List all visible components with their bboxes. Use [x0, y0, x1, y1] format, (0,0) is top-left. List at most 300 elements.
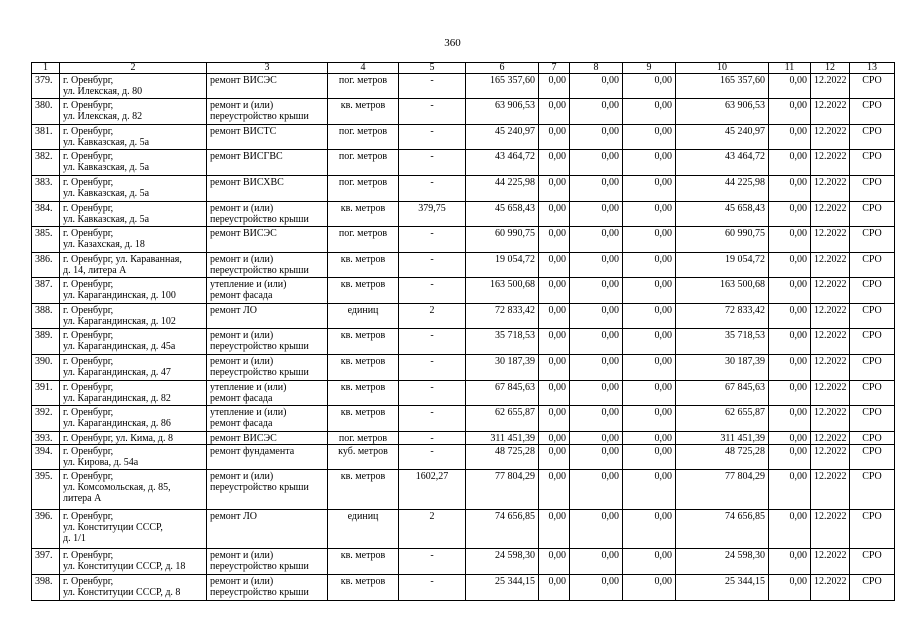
completion-date-cell: 12.2022	[811, 510, 850, 549]
address-cell	[60, 445, 207, 470]
table-row	[32, 445, 895, 470]
method-cell: СРО	[850, 74, 895, 99]
quantity-cell: -	[399, 329, 466, 355]
work-type-cell	[207, 304, 328, 329]
column-header: 11	[769, 63, 811, 74]
total-cost-cell: 77 804,29	[466, 470, 539, 510]
value-cell-col11: 0,00	[769, 432, 811, 445]
work-type-cell	[207, 150, 328, 176]
value-cell-col9: 0,00	[623, 304, 676, 329]
column-header: 9	[623, 63, 676, 74]
table-row	[32, 278, 895, 304]
quantity-cell: -	[399, 278, 466, 304]
quantity-cell: -	[399, 432, 466, 445]
value-cell-col7: 0,00	[539, 176, 570, 202]
total-cost-cell: 165 357,60	[466, 74, 539, 99]
quantity-cell: -	[399, 575, 466, 601]
value-cell-col10: 24 598,30	[676, 549, 769, 575]
value-cell-col7: 0,00	[539, 381, 570, 406]
value-cell-col9: 0,00	[623, 74, 676, 99]
completion-date-cell: 12.2022	[811, 227, 850, 253]
value-cell-col11: 0,00	[769, 227, 811, 253]
quantity-cell: 379,75	[399, 202, 466, 227]
total-cost-cell: 62 655,87	[466, 406, 539, 432]
completion-date-cell: 12.2022	[811, 432, 850, 445]
method-cell: СРО	[850, 253, 895, 278]
work-type-cell	[207, 445, 328, 470]
work-type-line: ремонт и (или)	[210, 550, 274, 561]
column-header: 13	[850, 63, 895, 74]
value-cell-col10: 35 718,53	[676, 329, 769, 355]
column-header: 6	[466, 63, 539, 74]
row-number-cell: 394.	[32, 445, 60, 470]
address-line: ул. Карагандинская, д. 82	[63, 393, 171, 404]
value-cell-col10: 30 187,39	[676, 355, 769, 381]
work-type-cell	[207, 510, 328, 549]
value-cell-col7: 0,00	[539, 549, 570, 575]
table-row	[32, 510, 895, 549]
address-cell	[60, 381, 207, 406]
value-cell-col11: 0,00	[769, 253, 811, 278]
work-type-cell	[207, 381, 328, 406]
value-cell-col7: 0,00	[539, 74, 570, 99]
work-type-cell	[207, 253, 328, 278]
address-line: ул. Карагандинская, д. 45а	[63, 341, 176, 352]
work-type-cell	[207, 74, 328, 99]
address-line: ул. Кавказская, д. 5а	[63, 188, 150, 199]
value-cell-col8: 0,00	[570, 150, 623, 176]
repair-schedule-table	[31, 62, 895, 601]
value-cell-col10: 74 656,85	[676, 510, 769, 549]
row-number-cell: 382.	[32, 150, 60, 176]
work-type-line: переустройство крыши	[210, 111, 309, 122]
work-type-cell	[207, 176, 328, 202]
row-number-cell: 392.	[32, 406, 60, 432]
method-cell: СРО	[850, 445, 895, 470]
work-type-cell	[207, 432, 328, 445]
value-cell-col7: 0,00	[539, 278, 570, 304]
address-line: д. 14, литера А	[63, 265, 127, 276]
value-cell-col10: 67 845,63	[676, 381, 769, 406]
value-cell-col9: 0,00	[623, 99, 676, 125]
value-cell-col7: 0,00	[539, 227, 570, 253]
work-type-line: ремонт и (или)	[210, 356, 274, 367]
unit-cell: кв. метров	[328, 549, 399, 575]
address-line: г. Оренбург,	[63, 576, 114, 587]
work-type-line: ремонт и (или)	[210, 576, 274, 587]
table-row	[32, 202, 895, 227]
table-row	[32, 304, 895, 329]
row-number-cell: 390.	[32, 355, 60, 381]
work-type-line: ремонт ВИСТС	[210, 126, 277, 137]
unit-cell: кв. метров	[328, 202, 399, 227]
total-cost-cell: 45 240,97	[466, 125, 539, 150]
work-type-cell	[207, 575, 328, 601]
completion-date-cell: 12.2022	[811, 74, 850, 99]
value-cell-col11: 0,00	[769, 74, 811, 99]
value-cell-col9: 0,00	[623, 278, 676, 304]
work-type-line: ремонт ЛО	[210, 305, 257, 316]
address-line: литера А	[63, 493, 102, 504]
address-cell	[60, 99, 207, 125]
total-cost-cell: 63 906,53	[466, 99, 539, 125]
value-cell-col10: 44 225,98	[676, 176, 769, 202]
value-cell-col10: 62 655,87	[676, 406, 769, 432]
unit-cell: пог. метров	[328, 176, 399, 202]
work-type-line: ремонт и (или)	[210, 330, 274, 341]
value-cell-col9: 0,00	[623, 253, 676, 278]
method-cell: СРО	[850, 406, 895, 432]
total-cost-cell: 163 500,68	[466, 278, 539, 304]
work-type-cell	[207, 549, 328, 575]
address-line: ул. Илекская, д. 80	[63, 86, 143, 97]
row-number-cell: 393.	[32, 432, 60, 445]
method-cell: СРО	[850, 329, 895, 355]
value-cell-col9: 0,00	[623, 575, 676, 601]
method-cell: СРО	[850, 470, 895, 510]
quantity-cell: -	[399, 253, 466, 278]
value-cell-col9: 0,00	[623, 227, 676, 253]
value-cell-col7: 0,00	[539, 355, 570, 381]
completion-date-cell: 12.2022	[811, 176, 850, 202]
value-cell-col11: 0,00	[769, 470, 811, 510]
value-cell-col8: 0,00	[570, 510, 623, 549]
total-cost-cell: 48 725,28	[466, 445, 539, 470]
value-cell-col8: 0,00	[570, 470, 623, 510]
method-cell: СРО	[850, 575, 895, 601]
value-cell-col10: 45 240,97	[676, 125, 769, 150]
unit-cell: пог. метров	[328, 125, 399, 150]
address-cell	[60, 355, 207, 381]
quantity-cell: -	[399, 355, 466, 381]
address-line: г. Оренбург,	[63, 126, 114, 137]
completion-date-cell: 12.2022	[811, 125, 850, 150]
address-line: ул. Кавказская, д. 5а	[63, 137, 150, 148]
quantity-cell: -	[399, 125, 466, 150]
value-cell-col8: 0,00	[570, 202, 623, 227]
quantity-cell: -	[399, 381, 466, 406]
value-cell-col10: 77 804,29	[676, 470, 769, 510]
table-row	[32, 176, 895, 202]
address-cell	[60, 176, 207, 202]
total-cost-cell: 30 187,39	[466, 355, 539, 381]
value-cell-col9: 0,00	[623, 202, 676, 227]
address-line: г. Оренбург,	[63, 100, 114, 111]
value-cell-col9: 0,00	[623, 150, 676, 176]
work-type-cell	[207, 278, 328, 304]
value-cell-col8: 0,00	[570, 549, 623, 575]
completion-date-cell: 12.2022	[811, 470, 850, 510]
value-cell-col7: 0,00	[539, 253, 570, 278]
work-type-cell	[207, 125, 328, 150]
completion-date-cell: 12.2022	[811, 329, 850, 355]
completion-date-cell: 12.2022	[811, 381, 850, 406]
unit-cell: кв. метров	[328, 381, 399, 406]
value-cell-col8: 0,00	[570, 304, 623, 329]
value-cell-col7: 0,00	[539, 575, 570, 601]
method-cell: СРО	[850, 304, 895, 329]
row-number-cell: 397.	[32, 549, 60, 575]
unit-cell: куб. метров	[328, 445, 399, 470]
unit-cell: пог. метров	[328, 74, 399, 99]
address-cell	[60, 253, 207, 278]
value-cell-col8: 0,00	[570, 74, 623, 99]
value-cell-col7: 0,00	[539, 510, 570, 549]
address-line: г. Оренбург,	[63, 75, 114, 86]
value-cell-col8: 0,00	[570, 575, 623, 601]
value-cell-col9: 0,00	[623, 470, 676, 510]
work-type-line: ремонт фасада	[210, 290, 273, 301]
column-header: 2	[60, 63, 207, 74]
address-line: ул. Кирова, д. 54а	[63, 457, 139, 468]
total-cost-cell: 45 658,43	[466, 202, 539, 227]
work-type-line: ремонт и (или)	[210, 471, 274, 482]
unit-cell: пог. метров	[328, 432, 399, 445]
address-line: ул. Карагандинская, д. 100	[63, 290, 176, 301]
completion-date-cell: 12.2022	[811, 575, 850, 601]
column-header: 1	[32, 63, 60, 74]
completion-date-cell: 12.2022	[811, 99, 850, 125]
address-cell	[60, 470, 207, 510]
address-line: ул. Казахская, д. 18	[63, 239, 145, 250]
column-header: 8	[570, 63, 623, 74]
value-cell-col7: 0,00	[539, 406, 570, 432]
method-cell: СРО	[850, 355, 895, 381]
value-cell-col9: 0,00	[623, 432, 676, 445]
unit-cell: пог. метров	[328, 150, 399, 176]
quantity-cell: -	[399, 445, 466, 470]
address-line: ул. Кавказская, д. 5а	[63, 214, 150, 225]
address-line: ул. Кавказская, д. 5а	[63, 162, 150, 173]
address-line: ул. Карагандинская, д. 102	[63, 316, 176, 327]
table-row	[32, 470, 895, 510]
address-cell	[60, 575, 207, 601]
table-row	[32, 329, 895, 355]
unit-cell: кв. метров	[328, 99, 399, 125]
table-row	[32, 381, 895, 406]
address-line: г. Оренбург,	[63, 382, 114, 393]
work-type-line: утепление и (или)	[210, 382, 287, 393]
value-cell-col7: 0,00	[539, 445, 570, 470]
work-type-line: переустройство крыши	[210, 587, 309, 598]
unit-cell: кв. метров	[328, 406, 399, 432]
unit-cell: кв. метров	[328, 470, 399, 510]
row-number-cell: 384.	[32, 202, 60, 227]
table-row	[32, 253, 895, 278]
total-cost-cell: 25 344,15	[466, 575, 539, 601]
value-cell-col8: 0,00	[570, 125, 623, 150]
value-cell-col9: 0,00	[623, 176, 676, 202]
work-type-line: ремонт фасада	[210, 393, 273, 404]
quantity-cell: -	[399, 99, 466, 125]
address-cell	[60, 510, 207, 549]
unit-cell: единиц	[328, 510, 399, 549]
work-type-cell	[207, 227, 328, 253]
value-cell-col8: 0,00	[570, 432, 623, 445]
value-cell-col10: 163 500,68	[676, 278, 769, 304]
value-cell-col11: 0,00	[769, 99, 811, 125]
work-type-line: ремонт ВИСХВС	[210, 177, 284, 188]
column-header: 3	[207, 63, 328, 74]
column-number-row	[32, 63, 895, 74]
value-cell-col7: 0,00	[539, 150, 570, 176]
row-number-cell: 385.	[32, 227, 60, 253]
value-cell-col8: 0,00	[570, 176, 623, 202]
table-row	[32, 575, 895, 601]
address-line: д. 1/1	[63, 533, 86, 544]
completion-date-cell: 12.2022	[811, 355, 850, 381]
value-cell-col11: 0,00	[769, 329, 811, 355]
row-number-cell: 388.	[32, 304, 60, 329]
value-cell-col8: 0,00	[570, 99, 623, 125]
completion-date-cell: 12.2022	[811, 278, 850, 304]
work-type-line: ремонт ЛО	[210, 511, 257, 522]
method-cell: СРО	[850, 125, 895, 150]
address-line: ул. Карагандинская, д. 47	[63, 367, 171, 378]
address-line: ул. Конституции СССР,	[63, 522, 163, 533]
address-cell	[60, 278, 207, 304]
work-type-line: утепление и (или)	[210, 407, 287, 418]
method-cell: СРО	[850, 381, 895, 406]
column-header: 5	[399, 63, 466, 74]
value-cell-col10: 45 658,43	[676, 202, 769, 227]
value-cell-col9: 0,00	[623, 510, 676, 549]
method-cell: СРО	[850, 432, 895, 445]
value-cell-col10: 48 725,28	[676, 445, 769, 470]
address-cell	[60, 549, 207, 575]
value-cell-col10: 43 464,72	[676, 150, 769, 176]
value-cell-col10: 165 357,60	[676, 74, 769, 99]
work-type-cell	[207, 470, 328, 510]
quantity-cell: 1602,27	[399, 470, 466, 510]
work-type-line: утепление и (или)	[210, 279, 287, 290]
address-line: г. Оренбург,	[63, 471, 114, 482]
column-header: 12	[811, 63, 850, 74]
address-cell	[60, 329, 207, 355]
value-cell-col11: 0,00	[769, 549, 811, 575]
value-cell-col10: 72 833,42	[676, 304, 769, 329]
value-cell-col11: 0,00	[769, 381, 811, 406]
completion-date-cell: 12.2022	[811, 549, 850, 575]
work-type-cell	[207, 355, 328, 381]
address-cell	[60, 432, 207, 445]
table-row	[32, 432, 895, 445]
address-cell	[60, 227, 207, 253]
method-cell: СРО	[850, 202, 895, 227]
quantity-cell: 2	[399, 510, 466, 549]
method-cell: СРО	[850, 150, 895, 176]
address-cell	[60, 74, 207, 99]
work-type-line: ремонт и (или)	[210, 254, 274, 265]
row-number-cell: 398.	[32, 575, 60, 601]
value-cell-col7: 0,00	[539, 125, 570, 150]
value-cell-col11: 0,00	[769, 304, 811, 329]
address-line: ул. Комсомольская, д. 85,	[63, 482, 171, 493]
value-cell-col7: 0,00	[539, 329, 570, 355]
method-cell: СРО	[850, 510, 895, 549]
value-cell-col9: 0,00	[623, 125, 676, 150]
address-cell	[60, 125, 207, 150]
value-cell-col11: 0,00	[769, 176, 811, 202]
address-line: г. Оренбург,	[63, 279, 114, 290]
table-row	[32, 74, 895, 99]
quantity-cell: -	[399, 176, 466, 202]
address-line: ул. Илекская, д. 82	[63, 111, 143, 122]
method-cell: СРО	[850, 549, 895, 575]
row-number-cell: 380.	[32, 99, 60, 125]
work-type-line: переустройство крыши	[210, 482, 309, 493]
value-cell-col11: 0,00	[769, 125, 811, 150]
table-row	[32, 549, 895, 575]
page-number: 360	[444, 37, 461, 49]
address-cell	[60, 406, 207, 432]
row-number-cell: 396.	[32, 510, 60, 549]
table-row	[32, 406, 895, 432]
work-type-line: переустройство крыши	[210, 367, 309, 378]
work-type-line: ремонт ВИСГВС	[210, 151, 283, 162]
address-line: ул. Конституции СССР, д. 18	[63, 561, 186, 572]
value-cell-col11: 0,00	[769, 150, 811, 176]
value-cell-col7: 0,00	[539, 432, 570, 445]
quantity-cell: -	[399, 406, 466, 432]
address-line: г. Оренбург,	[63, 356, 114, 367]
table-row	[32, 227, 895, 253]
address-line: г. Оренбург,	[63, 228, 114, 239]
table-row	[32, 125, 895, 150]
table-row	[32, 99, 895, 125]
completion-date-cell: 12.2022	[811, 406, 850, 432]
row-number-cell: 383.	[32, 176, 60, 202]
work-type-line: ремонт ВИСЭС	[210, 433, 277, 444]
value-cell-col11: 0,00	[769, 445, 811, 470]
work-type-line: переустройство крыши	[210, 214, 309, 225]
address-line: г. Оренбург, ул. Кима, д. 8	[63, 433, 174, 444]
value-cell-col8: 0,00	[570, 329, 623, 355]
total-cost-cell: 44 225,98	[466, 176, 539, 202]
quantity-cell: -	[399, 227, 466, 253]
work-type-line: ремонт и (или)	[210, 100, 274, 111]
total-cost-cell: 43 464,72	[466, 150, 539, 176]
address-line: ул. Конституции СССР, д. 8	[63, 587, 181, 598]
quantity-cell: -	[399, 549, 466, 575]
value-cell-col7: 0,00	[539, 304, 570, 329]
total-cost-cell: 60 990,75	[466, 227, 539, 253]
row-number-cell: 381.	[32, 125, 60, 150]
row-number-cell: 387.	[32, 278, 60, 304]
completion-date-cell: 12.2022	[811, 304, 850, 329]
work-type-cell	[207, 406, 328, 432]
value-cell-col9: 0,00	[623, 549, 676, 575]
value-cell-col8: 0,00	[570, 278, 623, 304]
completion-date-cell: 12.2022	[811, 150, 850, 176]
value-cell-col7: 0,00	[539, 202, 570, 227]
method-cell: СРО	[850, 99, 895, 125]
value-cell-col10: 60 990,75	[676, 227, 769, 253]
value-cell-col8: 0,00	[570, 227, 623, 253]
completion-date-cell: 12.2022	[811, 253, 850, 278]
address-line: г. Оренбург,	[63, 446, 114, 457]
completion-date-cell: 12.2022	[811, 202, 850, 227]
value-cell-col11: 0,00	[769, 510, 811, 549]
address-line: г. Оренбург,	[63, 407, 114, 418]
row-number-cell: 391.	[32, 381, 60, 406]
address-line: г. Оренбург,	[63, 330, 114, 341]
completion-date-cell: 12.2022	[811, 445, 850, 470]
work-type-line: переустройство крыши	[210, 561, 309, 572]
work-type-cell	[207, 329, 328, 355]
unit-cell: единиц	[328, 304, 399, 329]
row-number-cell: 395.	[32, 470, 60, 510]
